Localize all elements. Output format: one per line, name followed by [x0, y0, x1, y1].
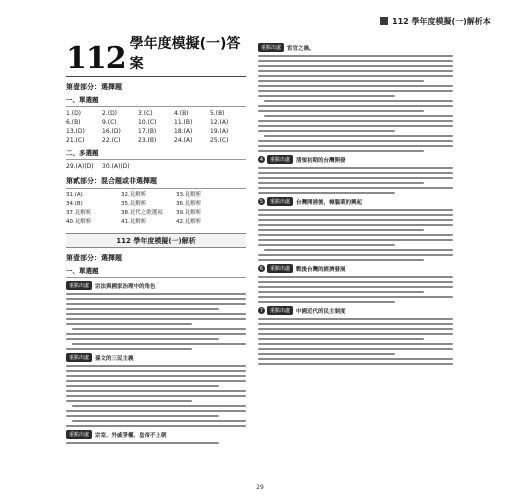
- question-number: 7: [259, 307, 264, 314]
- question-header: [66, 281, 246, 290]
- key-source-note: 孫文的三民主義: [95, 355, 134, 362]
- answer-item: 35.見解析: [121, 201, 147, 207]
- explanation-text-block: [258, 209, 453, 261]
- header-marker-icon: [380, 17, 388, 25]
- answer-item: 19.(A): [210, 128, 229, 135]
- key-source-tag: 重點出處: [66, 430, 92, 439]
- question-number: 6: [259, 265, 264, 272]
- divider: [66, 159, 246, 160]
- key-source-tag: 重點出處: [267, 306, 293, 315]
- explanation-text-block: [66, 293, 246, 350]
- key-source-note: 台灣開港後，樟腦業的興起: [296, 199, 363, 206]
- answer-item: 12.(A): [210, 119, 229, 126]
- explanation-text-block: [66, 365, 246, 427]
- key-source-note: 清領初期的台灣開發: [296, 157, 346, 164]
- question-header: [258, 197, 453, 206]
- explanation-text-block: [258, 55, 453, 152]
- running-header: [380, 14, 520, 28]
- answers-title-number: 112: [66, 41, 126, 76]
- key-source-tag: 重點出處: [66, 353, 92, 362]
- answer-item: 42.見解析: [176, 219, 202, 225]
- answers-section-2: 第貳部分：混合題或非選擇題: [66, 177, 157, 185]
- answer-item: 1.(D): [66, 110, 82, 117]
- answer-item: 17.(B): [138, 128, 157, 135]
- key-source-tag: 重點出處: [258, 43, 284, 52]
- analysis-single-heading: 一、單選題: [66, 267, 99, 275]
- answer-item: 31.(A): [66, 192, 83, 198]
- answer-item: 4.(B): [174, 110, 189, 117]
- explanation-text-block: [66, 442, 246, 444]
- key-source-note: 中國近代的民主制度: [296, 308, 346, 315]
- divider: [66, 277, 246, 278]
- page-number: 29: [256, 484, 264, 491]
- question-header: [66, 430, 246, 439]
- answer-item: 33.見解析: [176, 192, 202, 198]
- divider: [66, 106, 246, 107]
- title-divider: [66, 76, 246, 77]
- right-column: [258, 40, 453, 368]
- answer-item: 24.(A): [174, 137, 193, 144]
- analysis-banner-text: 112 學年度模擬(一)解析: [116, 236, 196, 245]
- answer-item: 10.(C): [138, 119, 157, 126]
- analysis-banner: [66, 233, 246, 248]
- answer-item: 2.(D): [102, 110, 118, 117]
- question-header: [258, 155, 453, 164]
- answer-item: 11.(B): [174, 119, 193, 126]
- key-source-note: 戰後台灣的經濟發展: [296, 266, 346, 273]
- answer-item: 40.見解析: [66, 219, 92, 225]
- key-source-tag: 重點出處: [267, 264, 293, 273]
- answer-item: 30.(A)(D): [102, 163, 130, 170]
- key-source-note: 宗法與國家治理中的角色: [95, 283, 156, 290]
- key-source-tag: 重點出處: [267, 155, 293, 164]
- answer-item: 23.(B): [138, 137, 157, 144]
- answers-title-text: 學年度模擬(一)答案: [129, 36, 241, 72]
- answer-item: 41.見解析: [121, 219, 147, 225]
- answer-item: 39.見解析: [176, 210, 202, 216]
- key-source-tag: 重點出處: [267, 197, 293, 206]
- answer-item: 21.(C): [66, 137, 85, 144]
- explanation-text-block: [258, 167, 453, 194]
- answers-single-heading: 一、單選題: [66, 96, 99, 104]
- question-header: [258, 264, 453, 273]
- answers-title: [66, 36, 246, 76]
- answer-item: 3.(C): [138, 110, 153, 117]
- single-answers-grid: [66, 109, 246, 145]
- running-header-text: 112 學年度模擬(一)解析本: [392, 16, 491, 26]
- key-source-note: 宗室、外戚爭權、皇帝不上朝: [95, 432, 167, 439]
- divider: [66, 188, 246, 189]
- multi-answers-grid: [66, 162, 246, 171]
- question-header: [66, 353, 246, 362]
- answer-item: 22.(C): [102, 137, 121, 144]
- answer-item: 29.(A)(D): [66, 163, 94, 170]
- explanation-text-block: [258, 318, 453, 365]
- question-number: 5: [259, 198, 264, 205]
- answer-item: 18.(A): [174, 128, 193, 135]
- question-number: 4: [259, 156, 264, 163]
- left-column: [66, 36, 246, 447]
- answer-item: 36.見解析: [176, 201, 202, 207]
- mixed-answers-grid: [66, 191, 246, 227]
- answer-item: 13.(D): [66, 128, 85, 135]
- answer-item: 9.(C): [102, 119, 117, 126]
- answer-item: 38.見代之歌選項: [121, 210, 163, 216]
- answer-item: 25.(C): [210, 137, 229, 144]
- answer-item: 37.見解析: [66, 210, 92, 216]
- answer-item: 34.(B): [66, 201, 83, 207]
- answer-item: 5.(B): [210, 110, 225, 117]
- answers-multi-heading: 二、多選題: [66, 149, 99, 157]
- analysis-section-1: 第壹部分：選擇題: [66, 254, 122, 262]
- question-header: [258, 306, 453, 315]
- question-header: [258, 43, 453, 52]
- answer-item: 16.(D): [102, 128, 121, 135]
- answer-item: 6.(B): [66, 119, 81, 126]
- explanation-text-block: [258, 276, 453, 303]
- answers-section-1: 第壹部分：選擇題: [66, 83, 122, 91]
- answer-item: 32.見解析: [121, 192, 147, 198]
- key-source-tag: 重點出處: [66, 281, 92, 290]
- key-source-note: 宦官之禍。: [287, 45, 315, 52]
